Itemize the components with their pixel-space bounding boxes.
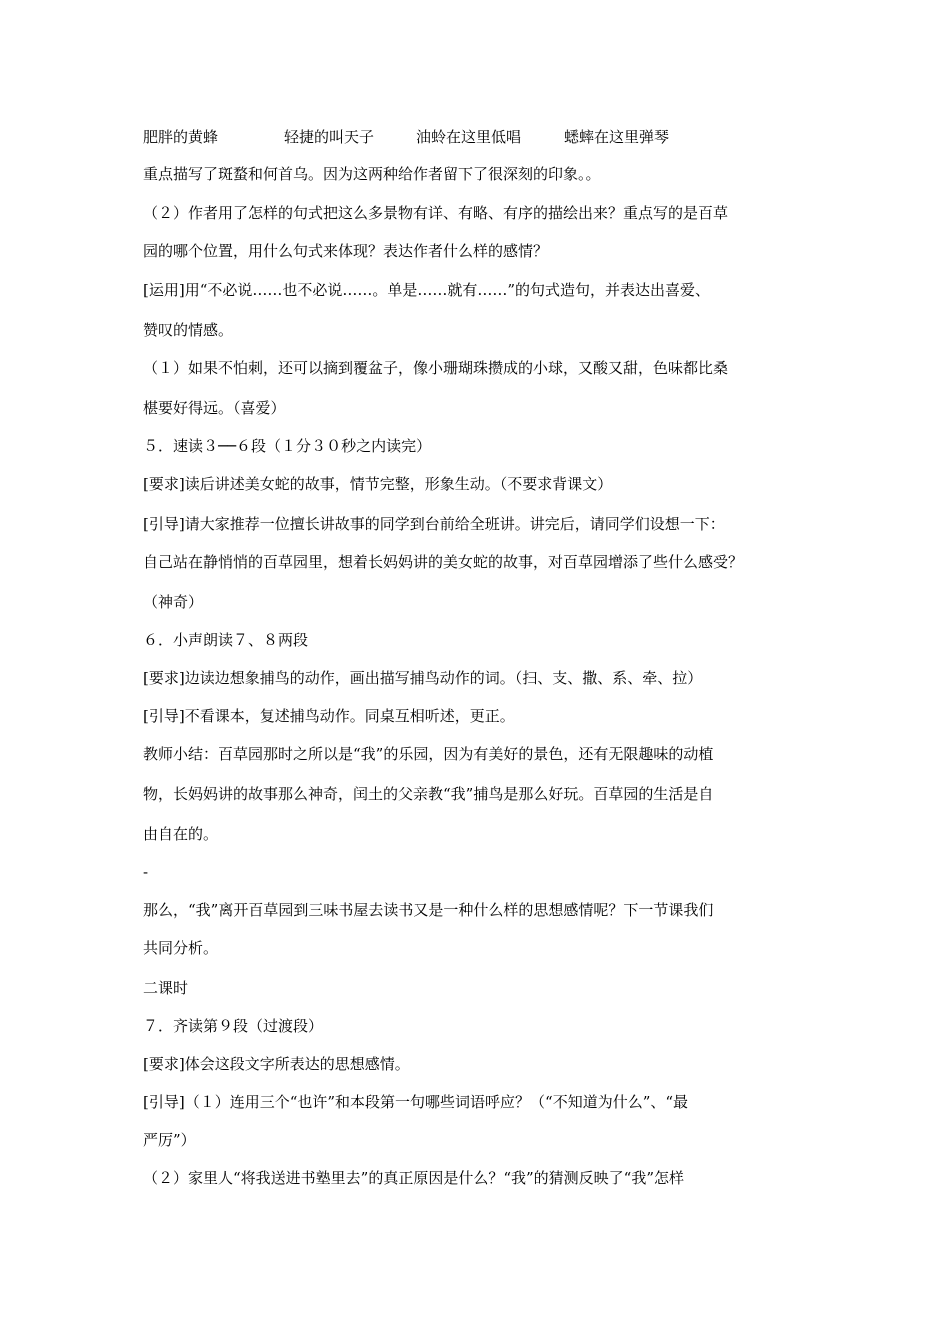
section-heading: ５．速读３──６段（１分３０秒之内读完） xyxy=(143,437,432,455)
text-line: （１）如果不怕刺，还可以摘到覆盆子，像小珊瑚珠攒成的小球，又酸又甜，色味都比桑 xyxy=(143,359,729,377)
dash-mark: - xyxy=(143,863,149,881)
phrase-cricket: 蟋蟀在这里弹琴 xyxy=(564,128,670,146)
phrase-youling: 油蛉在这里低唱 xyxy=(416,128,522,146)
text-line: 物，长妈妈讲的故事那么神奇，闰土的父亲教“我”捕鸟是那么好玩。百草园的生活是自 xyxy=(143,785,714,803)
text-line: （神奇） xyxy=(143,593,204,611)
text-line: 赞叹的情感。 xyxy=(143,321,234,339)
phrase-lark: 轻捷的叫天子 xyxy=(284,128,375,146)
text-line: [引导]请大家推荐一位擅长讲故事的同学到台前给全班讲。讲完后，请同学们设想一下： xyxy=(143,515,725,533)
text-line: 严厉”） xyxy=(143,1131,196,1149)
text-line: [引导]（１）连用三个“也许”和本段第一句哪些词语呼应？（“不知道为什么”、“最 xyxy=(143,1093,689,1111)
text-line: [要求]体会这段文字所表达的思想感情。 xyxy=(143,1055,410,1073)
text-line: （２）家里人“将我送进书塾里去”的真正原因是什么？“我”的猜测反映了“我”怎样 xyxy=(143,1169,685,1187)
phrase-yellow-bee: 肥胖的黄蜂 xyxy=(143,128,219,146)
text-line: 那么，“我”离开百草园到三味书屋去读书又是一种什么样的思想感情呢？下一节课我们 xyxy=(143,901,714,919)
lesson-heading: 二课时 xyxy=(143,979,189,997)
text-line: [要求]边读边想象捕鸟的动作，画出描写捕鸟动作的词。（扫、支、撒、系、牵、拉） xyxy=(143,669,703,687)
text-line: 自己站在静悄悄的百草园里，想着长妈妈讲的美女蛇的故事，对百草园增添了些什么感受？ xyxy=(143,553,744,571)
text-line: （２）作者用了怎样的句式把这么多景物有详、有略、有序的描绘出来？重点写的是百草 xyxy=(143,204,729,222)
text-line: 共同分析。 xyxy=(143,939,219,957)
text-line: [运用]用“不必说……也不必说……。单是……就有……”的句式造句，并表达出喜爱、 xyxy=(143,281,711,299)
text-line: [引导]不看课本，复述捕鸟动作。同桌互相听述，更正。 xyxy=(143,707,515,725)
text-line: 园的哪个位置，用什么句式来体现？表达作者什么样的感情？ xyxy=(143,242,549,260)
section-heading: ７．齐读第９段（过渡段） xyxy=(143,1017,324,1035)
text-line: 椹要好得远。（喜爱） xyxy=(143,399,286,417)
text-line: 由自在的。 xyxy=(143,825,219,843)
text-line: 重点描写了斑蝥和何首乌。因为这两种给作者留下了很深刻的印象。。 xyxy=(143,165,601,183)
text-line: 教师小结：百草园那时之所以是“我”的乐园，因为有美好的景色，还有无限趣味的动植 xyxy=(143,745,714,763)
text-line: [要求]读后讲述美女蛇的故事，情节完整，形象生动。（不要求背课文） xyxy=(143,475,613,493)
section-heading: ６．小声朗读７、８两段 xyxy=(143,631,309,649)
